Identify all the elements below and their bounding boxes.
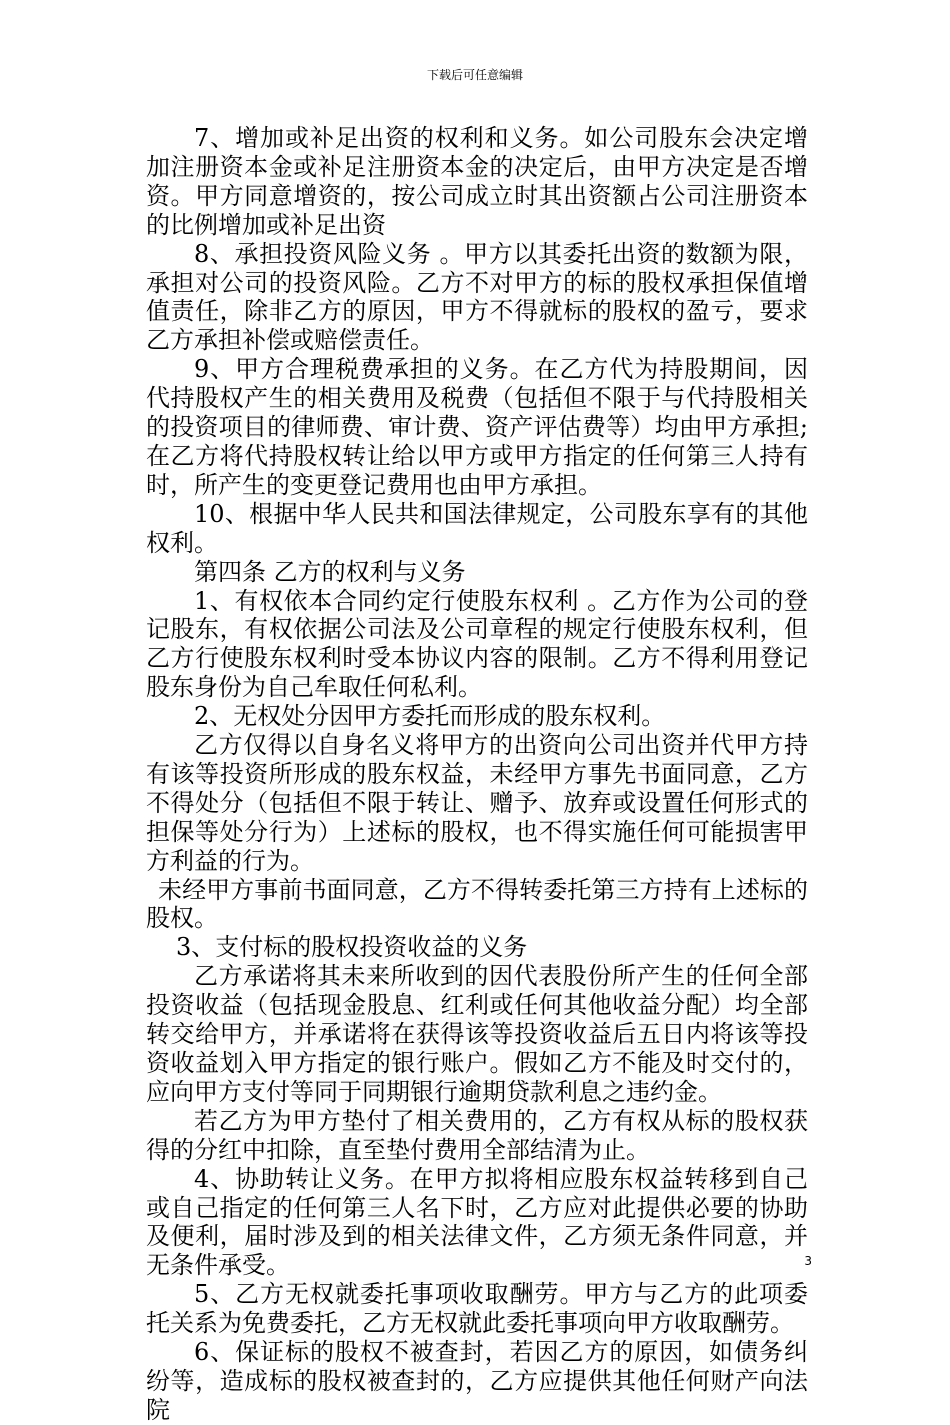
section-heading-article-4: 第四条 乙方的权利与义务	[194, 557, 466, 586]
paragraph-5-no-remuneration: 5、乙方无权就委托事项收取酬劳。甲方与乙方的此项委托关系为免费委托，乙方无权就此委托事项向甲方收取酬劳。	[146, 1280, 808, 1338]
document-body	[146, 124, 808, 1425]
paragraph-2-no-disposal: 2、无权处分因甲方委托而形成的股东权利。	[194, 702, 666, 731]
paragraph-1-shareholder-rights: 1、有权依本合同约定行使股东权利 。乙方作为公司的登记股东，有权依据公司法及公司章程的规定行使股东权利，但乙方行使股东权利时受本协议内容的限制。乙方不得利用登记股东身份为自己牟取任何私利。	[146, 586, 808, 702]
page-number: 3	[804, 1254, 812, 1268]
paragraph-2-no-subdelegation: 未经甲方事前书面同意，乙方不得转委托第三方持有上述标的股权。	[146, 875, 808, 933]
paragraph-7-capital-increase: 7、增加或补足出资的权利和义务。如公司股东会决定增加注册资本金或补足注册资本金的决定后，由甲方决定是否增资。甲方同意增资的，按公司成立时其出资额占公司注册资本的比例增加或补足出资	[146, 124, 808, 239]
paragraph-2-detail: 乙方仅得以自身名义将甲方的出资向公司出资并代甲方持有该等投资所形成的股东权益，未经甲方事先书面同意，乙方不得处分（包括但不限于转让、赠予、放弃或设置任何形式的担保等处分行为）上述标的股权，也不得实施任何可能损害甲方利益的行为。	[146, 731, 808, 875]
paragraph-3-detail: 乙方承诺将其未来所收到的因代表股份所产生的任何全部投资收益（包括现金股息、红利或任何其他收益分配）均全部转交给甲方，并承诺将在获得该等投资收益后五日内将该等投资收益划入甲方指定的银行账户。假如乙方不能及时交付的，应向甲方支付等同于同期银行逾期贷款利息之违约金。	[146, 962, 808, 1106]
paragraph-4-transfer-assistance: 4、协助转让义务。在甲方拟将相应股东权益转移到自己或自己指定的任何第三人名下时，乙方应对此提供必要的协助及便利，届时涉及到的相关法律文件，乙方须无条件同意，并无条件承受。	[146, 1164, 808, 1280]
paragraph-8-investment-risk: 8、承担投资风险义务 。甲方以其委托出资的数额为限，承担对公司的投资风险。乙方不对甲方的标的股权承担保值增值责任，除非乙方的原因，甲方不得就标的股权的盈亏，要求乙方承担补偿或赔偿责任。	[146, 239, 808, 355]
paragraph-10-other-rights: 10、根据中华人民共和国法律规定，公司股东享有的其他权利。	[146, 499, 808, 557]
paragraph-9-tax-burden: 9、甲方合理税费承担的义务。在乙方代为持股期间，因代持股权产生的相关费用及税费（包括但不限于与代持股相关的投资项目的律师费、审计费、资产评估费等）均由甲方承担;在乙方将代持股权转让给以甲方或甲方指定的任何第三人持有时，所产生的变更登记费用也由甲方承担。	[146, 355, 808, 499]
paragraph-3-income-obligation: 3、支付标的股权投资收益的义务	[176, 933, 528, 962]
header-note: 下载后可任意编辑	[426, 68, 523, 82]
paragraph-6-no-seizure: 6、保证标的股权不被查封，若因乙方的原因，如债务纠纷等，造成标的股权被查封的，乙方应提供其他任何财产向法院	[146, 1338, 808, 1424]
paragraph-3-advance-expenses: 若乙方为甲方垫付了相关费用的，乙方有权从标的股权获得的分红中扣除，直至垫付费用全部结清为止。	[146, 1106, 808, 1164]
